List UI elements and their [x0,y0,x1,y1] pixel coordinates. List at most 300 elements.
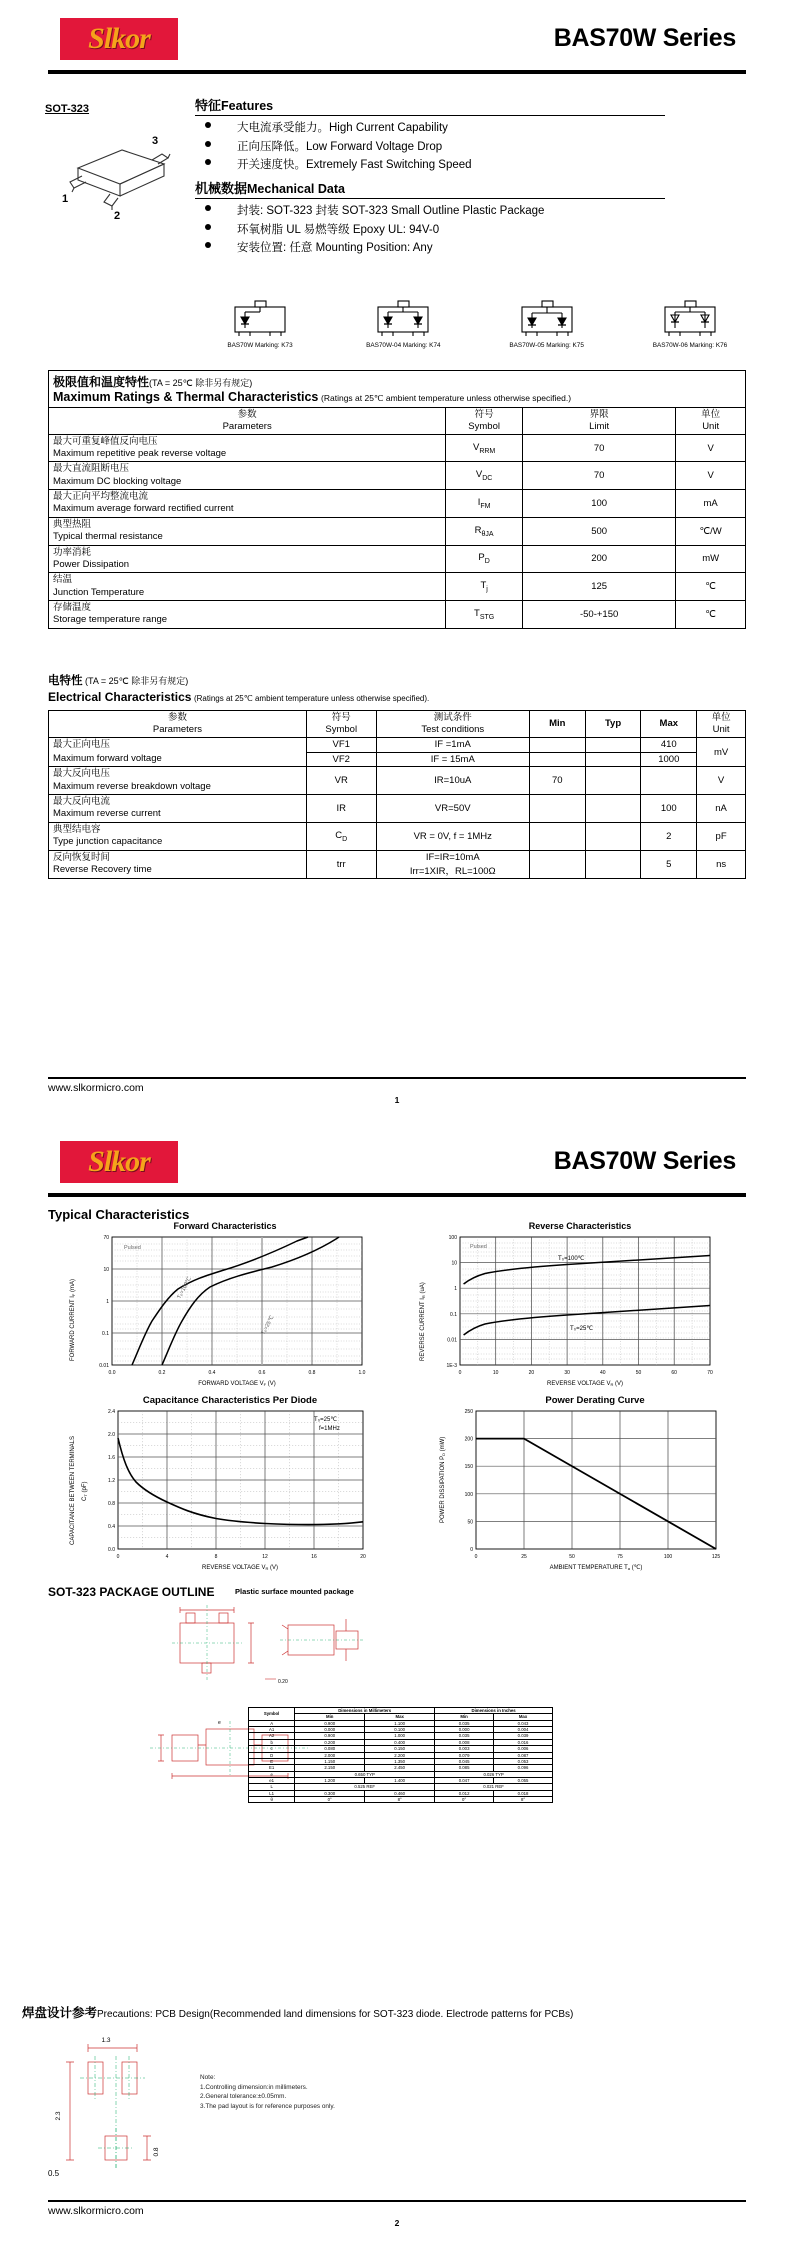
marking-caption: BAS70W Marking: K73 [227,342,293,349]
table-row [49,600,746,628]
xtick: 12 [262,1554,268,1560]
dim-in-max: 0.043 [494,1720,553,1726]
table-row [249,1797,553,1803]
unit-cell: ℃/W [676,517,746,545]
ytick: 10 [103,1267,109,1273]
dim-mm-max: 8° [365,1797,435,1803]
table-row [49,490,746,518]
xtick: 0 [474,1554,478,1560]
y-axis-label: POWER DISSIPATION PD (mW) [440,1436,446,1523]
param-cell [49,822,307,850]
dim-mm-max: 0.100 [365,1727,435,1733]
col-limit-en: Limit [589,420,610,432]
param-cn: 最大直流阻断电压 [53,463,130,475]
series-label-100c: T₀=100℃ [558,1256,585,1262]
unit-cell: mW [676,545,746,573]
dim-in-max: 0.096 [494,1765,553,1771]
common-anode-diode-symbol [364,300,442,336]
col-in-min: Min [435,1714,494,1720]
x-axis-label: FORWARD VOLTAGE VF (V) [198,1381,276,1387]
ytick: 50 [467,1519,473,1526]
xtick: 20 [528,1370,535,1376]
feature-text: 开关速度快。Extremely Fast Switching Speed [237,159,472,172]
pin1-label: 1 [62,193,69,205]
col-unit-en: Unit [702,420,720,432]
dim-mm-min: 0.300 [295,1790,365,1796]
symbol-sub: FM [480,502,491,510]
col-test-conditions [376,711,529,738]
dim-in-max: 0.039 [494,1733,553,1739]
page2-footer [0,2200,794,2246]
ytick: 1 [454,1286,457,1293]
footer-divider [48,1077,746,1079]
unit-cell: V [676,434,746,462]
col-parameters-cn: 参数 [167,712,187,723]
xtick: 4 [165,1554,169,1560]
list-item [195,202,665,221]
min-cell [529,850,585,878]
logo-text: Slkor [88,1145,150,1178]
unit-cell: pF [697,822,746,850]
table-row [49,517,746,545]
col-parameters-cn: 参数 [237,409,257,420]
param-en: Storage temperature range [53,614,168,626]
dim-in-max: 0.004 [494,1727,553,1733]
param-en: Type junction capacitance [53,836,163,848]
param-en: Reverse Recovery time [53,864,152,875]
param-en: Maximum repetitive peak reverse voltage [53,448,227,460]
table-row [49,752,746,767]
col-parameters-en: Parameters [152,723,202,735]
dimensions-table [248,1707,553,1803]
param-en: Typical thermal resistance [53,531,163,543]
condition-cell: VR=50V [376,795,529,823]
common-cathode-diode-symbol [508,300,586,336]
ytick: 0.01 [99,1363,109,1369]
col-cond-en: Test conditions [421,723,485,735]
condition-cell [376,850,529,878]
param-en: Junction Temperature [53,586,145,598]
symbol-sub: j [486,585,488,593]
col-symbol-cn: 符号 [474,409,494,420]
xtick: 30 [564,1370,570,1376]
symbol-cell [306,752,376,767]
unit-cell: mA [676,490,746,518]
max-cell: 1000 [641,752,697,767]
param-cn: 反向恢复时间 [53,851,111,863]
mechanical-text: 封装: SOT-323 封装 SOT-323 Small Outline Plastic Package [237,204,545,217]
pcb-design-heading [22,2003,573,2021]
table-row [49,822,746,850]
package-outline-top-drawing [160,1605,400,1710]
min-cell [529,795,585,823]
dim-mm-max: 0.150 [365,1746,435,1752]
xtick: 0 [458,1370,462,1376]
list-item [195,138,665,157]
col-symbol [446,408,523,435]
ytick: 0.01 [447,1337,457,1344]
bullet-icon [205,224,211,230]
table-header-row [49,408,746,435]
xtick: 0.0 [108,1370,116,1376]
min-cell: 70 [529,767,585,795]
max-ratings-title-en: Maximum Ratings & Thermal Characteristics [53,390,319,404]
dim-symbol: E1 [249,1765,295,1771]
dim-symbol: A [249,1720,295,1726]
list-item [195,239,665,258]
marking-cell [338,300,468,349]
footer-divider [48,2200,746,2202]
xtick: 100 [663,1554,673,1560]
dim-mm-max: 0.460 [365,1790,435,1796]
limit-cell: 500 [522,517,675,545]
col-millimeters: Dimensions in Millimeters [295,1708,435,1714]
symbol-sub: DC [482,475,493,483]
dim-in-min: 0.035 [435,1733,494,1739]
table-row [49,767,746,795]
series-label-25c: T₀=25℃ [260,1314,276,1336]
xtick: 75 [617,1554,623,1560]
series-label-100c: T₀=100℃ [176,1276,193,1300]
dim-in-min: 0.003 [435,1746,494,1752]
col-cond-cn: 测试条件 [433,712,472,723]
dim-in-min: 0.079 [435,1752,494,1758]
symbol-cell [446,545,523,573]
symbol-cell: VR [306,767,376,795]
chart-capacitance [60,1395,400,1575]
mechanical-heading-en: Mechanical Data [247,181,345,196]
pcb-heading-en: Precautions: PCB Design(Recommended land dimensions for SOT-323 diode. Electrode patterns for PCBs) [97,2009,574,2020]
dim-mm-min: 0.200 [295,1739,365,1745]
symbol-main: I [477,497,481,509]
pcb-scale-label: 0.5 [48,2169,60,2178]
dim-mm-min: 0.080 [295,1746,365,1752]
xtick: 10 [492,1370,499,1376]
param-cell [49,752,307,767]
xtick: 20 [360,1554,366,1560]
dim-in-min: 0.047 [435,1777,494,1783]
series-label-25c: T₀=25℃ [570,1326,594,1332]
bullet-icon [205,122,211,128]
annotation-temp: T₀=25℃ [314,1417,338,1423]
elec-chars-title [48,672,429,704]
page-number: 2 [394,2218,400,2228]
dim-symbol: A1 [249,1727,295,1733]
dim-symbol: θ [249,1797,295,1803]
col-limit-cn: 界限 [589,409,609,420]
xtick: 0.8 [308,1370,316,1376]
y-axis-label: FORWARD CURRENT IF (mA) [70,1278,76,1361]
typ-cell [585,767,641,795]
param-en: Maximum reverse current [53,808,161,820]
pcb-note-line: 2.General tolerance:±0.05mm. [200,2093,287,2101]
dim-in-max: 0.087 [494,1752,553,1758]
series-diode-symbol [651,300,729,336]
symbol-cell [446,462,523,490]
ytick: 1E-3 [446,1363,457,1369]
dim-mm-min: 0.900 [295,1733,365,1739]
limit-cell: 200 [522,545,675,573]
limit-cell: -50-+150 [522,600,675,628]
table-row [49,573,746,601]
dim-mm-min: 0.000 [295,1727,365,1733]
typical-characteristics-heading: Typical Characteristics [48,1207,190,1222]
elec-chars-table [48,710,746,879]
max-ratings-title-cell [49,371,746,408]
dim-mm-min: 0° [295,1797,365,1803]
list-item [195,221,665,240]
chart-forward-characteristics [60,1221,390,1391]
ytick: 0.8 [108,1501,115,1507]
symbol-cell: trr [306,850,376,878]
features-heading-cn: 特征 [195,98,222,113]
symbol-main: R [474,524,482,536]
dim-in-min: 0.000 [435,1727,494,1733]
dim-mm-min: 1.150 [295,1758,365,1764]
param-en: Maximum forward voltage [53,753,162,765]
chart-title: Reverse Characteristics [528,1221,632,1231]
bullet-icon [205,242,211,248]
mechanical-list [195,202,665,258]
ytick: 2.4 [108,1409,115,1415]
col-symbol-en: Symbol [325,723,358,735]
feature-text: 大电流承受能力。High Current Capability [237,122,448,134]
symbol-sub: θJA [481,530,494,538]
xtick: 125 [711,1554,721,1560]
xtick: 0.4 [208,1370,216,1376]
col-typ: Typ [585,711,641,738]
symbol-cell: IR [306,795,376,823]
condition-cell: IF =1mA [376,737,529,752]
dim-in-min: 0.085 [435,1765,494,1771]
param-cn: 最大正向平均整流电流 [53,491,149,503]
col-symbol: Symbol [249,1708,295,1721]
dim-in-max: 8° [494,1797,553,1803]
features-underline [195,115,665,116]
param-cell [49,434,446,462]
page-title: BAS70W Series [553,1147,736,1175]
dimension-label-020: 0.20 [278,1679,288,1685]
ytick: 0.1 [450,1311,457,1318]
chart-reverse-svg [410,1221,750,1391]
chart-reverse-characteristics [410,1221,750,1391]
param-cell [49,767,307,795]
table-row [49,462,746,490]
col-unit [676,408,746,435]
dim-in-typ: 0.026 TYP [435,1771,553,1777]
dim-mm-max: 1.400 [365,1777,435,1783]
ytick: 250 [464,1409,473,1415]
table-row [49,850,746,878]
dim-mm-min: 0.900 [295,1720,365,1726]
symbol-main: VF2 [332,754,350,766]
x-axis-label: REVERSE VOLTAGE VR (V) [546,1381,624,1387]
param-cn: 最大正向电压 [53,738,111,750]
dim-in-max: 0.053 [494,1758,553,1764]
dim-mm-min: 2.000 [295,1752,365,1758]
param-cn: 存储温度 [53,601,92,613]
min-cell [529,822,585,850]
y-axis-label: CAPACITANCE BETWEEN TERMINALS [70,1435,76,1545]
max-ratings-table [48,370,746,629]
marking-caption: BAS70W-05 Marking: K75 [509,342,584,349]
list-item [195,119,665,138]
pcb-dim-right: 0.8 [153,2147,160,2157]
dim-in-max: 0.018 [494,1790,553,1796]
xtick: 70 [707,1370,713,1376]
dim-mm-typ: 0.650 TYP [295,1771,435,1777]
unit-cell: V [676,462,746,490]
features-heading-en: Features [221,99,274,113]
dim-mm-max: 2.450 [365,1765,435,1771]
dim-in-max: 0.006 [494,1746,553,1752]
xtick: 0 [116,1554,120,1560]
dim-in-min: 0.035 [435,1720,494,1726]
elec-chars-table-wrap [48,710,746,879]
xtick: 50 [569,1554,575,1560]
ytick: 1.6 [108,1455,115,1461]
elec-title-cn-note: (TA = 25℃ 除非另有规定) [85,676,189,686]
symbol-cell: $C_D$ [306,822,376,850]
bullet-icon [205,159,211,165]
xtick: 25 [521,1554,527,1560]
package-name-label: SOT-323 [45,103,90,115]
max-ratings-title-cn: 极限值和温度特性 [53,375,150,389]
typ-cell [585,822,641,850]
dim-symbol: e1 [249,1777,295,1783]
single-diode-symbol [221,300,299,336]
x-axis-label: AMBIENT TEMPERATURE Ta (℃) [549,1565,643,1571]
dim-in-ref: 0.021 REF [435,1784,553,1790]
pcb-dim-top: 1.3 [101,2037,111,2044]
dim-in-max: 0.055 [494,1777,553,1783]
param-cell [49,795,307,823]
page1-footer [0,1077,794,1123]
dim-in-min: 0.008 [435,1739,494,1745]
datasheet-page-2 [0,1123,794,2246]
xtick: 0.6 [258,1370,266,1376]
xtick: 8 [214,1554,218,1560]
marking-cell [195,300,325,349]
limit-cell: 125 [522,573,675,601]
ytick: 100 [464,1491,473,1498]
dim-symbol: c [249,1746,295,1752]
min-cell [529,752,585,767]
dim-in-min: 0° [435,1797,494,1803]
param-en: Maximum reverse breakdown voltage [53,780,211,792]
ytick: 2.0 [108,1432,115,1438]
limit-cell: 100 [522,490,675,518]
col-in-max: Max [494,1714,553,1720]
max-ratings-title-cn-note: (TA = 25℃ 除非另有规定) [149,378,253,388]
xtick: 60 [671,1370,677,1376]
unit-cell: V [697,767,746,795]
symbol-sub: D [484,558,490,566]
col-symbol [306,711,376,738]
condition-line-2: Irr=1XIR，RL=100Ω [409,865,496,877]
mechanical-underline [195,198,665,199]
col-unit-cn: 单位 [711,712,731,723]
col-min: Min [529,711,585,738]
limit-cell: 70 [522,462,675,490]
annotation-freq: f=1MHz [319,1426,340,1432]
header-divider [48,1193,746,1197]
table-row [49,737,746,752]
param-cell [49,573,446,601]
col-mm-max: Max [365,1714,435,1720]
ytick: 10 [451,1260,457,1267]
marking-cell [482,300,612,349]
package-outline-heading: SOT-323 PACKAGE OUTLINE [48,1585,215,1599]
bullet-icon [205,141,211,147]
y-axis-label: REVERSE CURRENT IR (uA) [420,1282,426,1361]
marking-cell [625,300,755,349]
param-cn: 最大可重复峰值反向电压 [53,435,158,447]
dim-mm-min: 2.150 [295,1765,365,1771]
dim-mm-max: 1.350 [365,1758,435,1764]
symbol-cell [446,600,523,628]
table-row [49,371,746,408]
dim-mm-max: 1.000 [365,1733,435,1739]
bullet-icon [205,205,211,211]
unit-cell: ℃ [676,573,746,601]
unit-cell: ns [697,850,746,878]
param-en: Maximum DC blocking voltage [53,475,182,487]
condition-cell: IR=10uA [376,767,529,795]
dimension-label-e: e [218,1720,221,1726]
y-axis-label-unit: CT (pF) [82,1481,88,1501]
ytick: 1.2 [108,1478,115,1484]
col-limit [522,408,675,435]
typ-cell [585,737,641,752]
max-cell: 100 [641,795,697,823]
marking-caption: BAS70W-04 Marking: K74 [366,342,441,349]
param-cn: 最大反向电流 [53,796,111,808]
feature-text: 正向压降低。Low Forward Voltage Drop [237,140,443,153]
pulsed-annotation: Pulsed [124,1245,141,1251]
chart-capacitance-svg [60,1395,400,1575]
footer-url[interactable]: www.slkormicro.com [48,1082,144,1094]
elec-title-en-note: (Ratings at 25℃ ambient temperature unless otherwise specified). [193,694,430,703]
max-cell: 410 [641,737,697,752]
col-max: Max [641,711,697,738]
param-en: Power Dissipation [53,558,130,570]
param-cell [49,600,446,628]
col-parameters [49,408,446,435]
features-list [195,119,665,175]
dim-in-min: 0.045 [435,1758,494,1764]
elec-title-cn: 电特性 [48,675,83,687]
slkor-logo [60,1141,178,1183]
pcb-note-line: 3.The pad layout is for reference purposes only. [200,2102,335,2110]
chart-title: Power Derating Curve [545,1395,645,1406]
dim-mm-max: 2.200 [365,1752,435,1758]
footer-url[interactable]: www.slkormicro.com [48,2205,144,2217]
list-item [195,156,665,175]
param-cell [49,517,446,545]
xtick: 0.2 [158,1370,166,1376]
pulsed-annotation: Pulsed [470,1244,487,1250]
table-header-row [49,711,746,738]
page1-header [0,0,794,78]
param-cn: 最大反向电压 [53,768,111,780]
dim-in-min: 0.012 [435,1790,494,1796]
xtick: 16 [311,1554,317,1560]
logo-text: Slkor [88,22,150,55]
symbol-sub: D [342,835,348,843]
param-cn: 功率消耗 [53,546,92,558]
dim-mm-min: 1.200 [295,1777,365,1783]
